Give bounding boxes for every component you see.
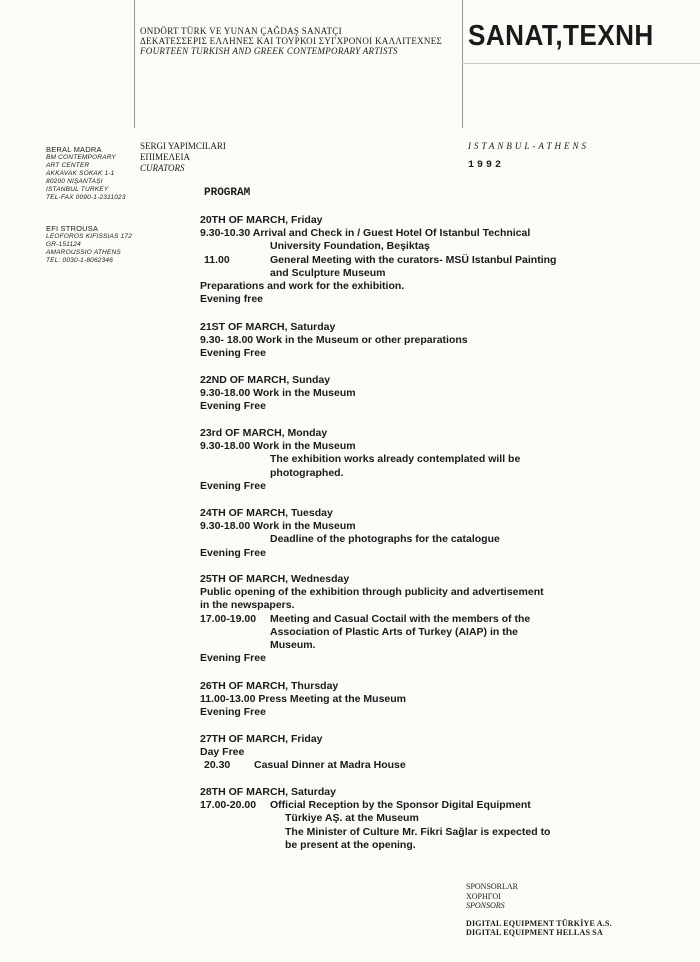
day-title: 25TH OF MARCH, Wednesday xyxy=(200,573,350,585)
day-title: 28TH OF MARCH, Saturday xyxy=(200,786,336,798)
schedule-line: The Minister of Culture Mr. Fikri Sağlar is expected to xyxy=(285,825,551,838)
schedule-line: Evening Free xyxy=(200,546,266,559)
curators-en: CURATORS xyxy=(140,163,185,173)
schedule-line: Evening Free xyxy=(200,479,266,492)
schedule-line: 11.00 General Meeting with the curators- MSÜ Istanbul Painting xyxy=(204,253,557,266)
year: 1992 xyxy=(468,160,505,171)
day-title: 27TH OF MARCH, Friday xyxy=(200,733,323,745)
contact-line: TEL-FAX 0090-1-2311023 xyxy=(46,194,126,201)
sponsors-en: SPONSORS xyxy=(466,901,505,910)
schedule-line: 9.30-18.00 Work in the Museum xyxy=(200,387,356,400)
schedule-line: and Sculpture Museum xyxy=(270,266,386,279)
schedule-line: 9.30- 18.00 Work in the Museum or other preparations xyxy=(200,334,468,347)
day-27-march xyxy=(200,733,406,773)
sponsor-turkey: DIGITAL EQUIPMENT TÜRKİYE A.S. xyxy=(466,918,612,928)
left-rule xyxy=(134,0,135,128)
title-greek: ΔΕΚΑΤΕΣΣΕΡΙΣ ΕΛΛΗΝΕΣ ΚΑΙ ΤΟΥΡΚΟΙ ΣΥΓΧΡΟΝΟΙ ΚΑΛΛΙΤΕΧΝΕΣ xyxy=(140,36,443,46)
header-titles xyxy=(140,26,442,56)
sponsor-hellas: DIGITAL EQUIPMENT HELLAS SA xyxy=(466,928,603,937)
schedule-line: The exhibition works already contemplated will be xyxy=(270,453,521,466)
schedule-line: Evening Free xyxy=(200,347,266,360)
schedule-line: Evening free xyxy=(200,293,264,306)
schedule-line: Evening Free xyxy=(200,652,266,665)
contact-line: AMAROUSSIO ATHENS xyxy=(46,249,121,256)
title-english: FOURTEEN TURKISH AND GREEK CONTEMPORARY ARTISTS xyxy=(140,46,398,56)
schedule-line: 9.30-18.00 Work in the Museum xyxy=(200,440,356,453)
schedule-line: Public opening of the exhibition through publicity and advertisement xyxy=(200,586,544,599)
schedule-line: 17.00-20.00 Official Reception by the Sponsor Digital Equipment xyxy=(200,799,531,812)
contact-line: 80200 NIŞANTAŞI xyxy=(46,178,103,185)
contact-line: GR-151124 xyxy=(46,241,81,248)
cities: ISTANBUL-ATHENS xyxy=(468,141,590,151)
sponsors-block xyxy=(466,882,612,938)
schedule-line: photographed. xyxy=(270,466,344,479)
schedule-line: 20.30 Casual Dinner at Madra House xyxy=(204,759,406,772)
day-28-march xyxy=(200,786,550,852)
title-turkish: ONDÖRT TÜRK VE YUNAN ÇAĞDAŞ SANATÇI xyxy=(140,26,342,36)
contact-line: BM CONTEMPORARY xyxy=(46,154,116,161)
schedule-line: 9.30-10.30 Arrival and Check in / Guest Hotel Of Istanbul Technical xyxy=(200,227,531,240)
schedule-line: Association of Plastic Arts of Turkey (AIAP) in the xyxy=(270,625,518,638)
contact-efi-strousa xyxy=(46,225,132,265)
logo: SANAT,TEXNH xyxy=(468,20,654,52)
schedule-line: Museum. xyxy=(270,639,316,652)
contact-line: AKKAVAK SOKAK 1-1 xyxy=(46,170,115,177)
schedule-line: Day Free xyxy=(200,746,245,759)
day-title: 23rd OF MARCH, Monday xyxy=(200,427,328,439)
program-heading: PROGRAM xyxy=(204,187,251,199)
day-23-march xyxy=(200,427,520,493)
top-rule xyxy=(462,63,700,64)
day-title: 24TH OF MARCH, Tuesday xyxy=(200,507,333,519)
schedule-line: 9.30-18.00 Work in the Museum xyxy=(200,520,356,533)
schedule-line: in the newspapers. xyxy=(200,599,295,612)
contact-line: ISTANBUL TURKEY xyxy=(46,186,109,193)
schedule-line: Evening Free xyxy=(200,400,266,413)
contact-beral-madra xyxy=(46,146,126,202)
schedule-line: Türkiye AŞ. at the Museum xyxy=(285,812,419,825)
contact-name: EFI STROUSA xyxy=(46,224,99,233)
schedule-line: 11.00-13.00 Press Meeting at the Museum xyxy=(200,693,407,706)
schedule-line: 17.00-19.00 Meeting and Casual Coctail with the members of the xyxy=(200,612,531,625)
curators-block xyxy=(140,141,226,174)
day-21-march xyxy=(200,321,468,361)
contact-line: TEL: 0030-1-8062346 xyxy=(46,257,114,264)
day-title: 26TH OF MARCH, Thursday xyxy=(200,680,339,692)
day-20-march xyxy=(200,214,556,306)
contact-name: BERAL MADRA xyxy=(46,145,102,154)
day-26-march xyxy=(200,680,406,720)
right-rule xyxy=(462,0,463,128)
curators-gr: ΕΠΙΜΕΛΕΙΑ xyxy=(140,152,191,162)
day-22-march xyxy=(200,374,356,414)
schedule-line: Preparations and work for the exhibition. xyxy=(200,280,405,293)
day-title: 22ND OF MARCH, Sunday xyxy=(200,374,331,386)
day-25-march xyxy=(200,573,544,665)
day-24-march xyxy=(200,507,500,560)
contact-line: LEOFOROS KIFISSIAS 172 xyxy=(46,233,133,240)
schedule-line: Evening Free xyxy=(200,706,266,719)
curators-tr: SERGI YAPIMCILARI xyxy=(140,141,226,151)
schedule-line: University Foundation, Beşiktaş xyxy=(270,240,430,253)
sponsors-gr: ΧΟΡΗΓΟΙ xyxy=(466,891,501,901)
schedule-line: Deadline of the photographs for the catalogue xyxy=(270,533,500,546)
contact-line: ART CENTER xyxy=(46,162,90,169)
schedule-line: be present at the opening. xyxy=(285,838,416,851)
day-title: 21ST OF MARCH, Saturday xyxy=(200,321,336,333)
day-title: 20TH OF MARCH, Friday xyxy=(200,214,323,226)
sponsors-tr: SPONSORLAR xyxy=(466,882,519,891)
